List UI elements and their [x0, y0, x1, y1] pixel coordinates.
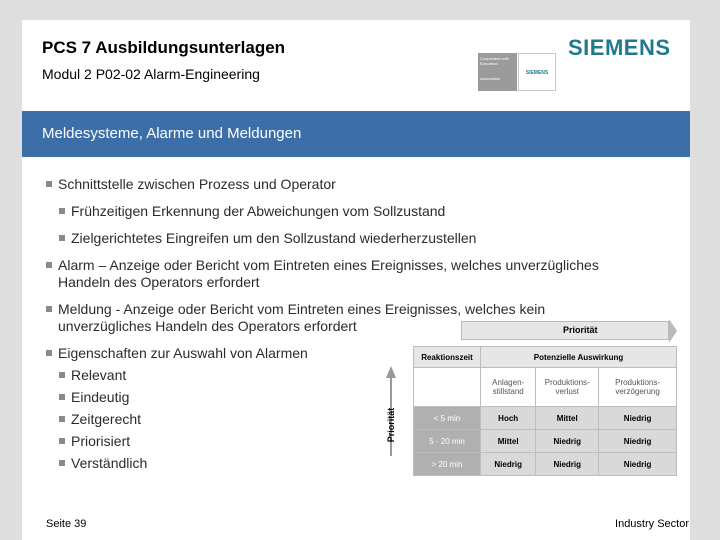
- bullet-square-icon: [59, 394, 65, 400]
- row-time: 5 - 20 min: [414, 430, 481, 453]
- bullet-square-icon: [59, 235, 65, 241]
- bullet-text: Meldung - Anzeige oder Bericht vom Eintreten eines Ereignisses, welches kein: [58, 301, 546, 317]
- badge-right: SIEMENS: [518, 53, 556, 91]
- table-row: [414, 430, 677, 453]
- property-item: [59, 389, 129, 406]
- property-item: [59, 455, 147, 472]
- priority-top-label: Priorität: [563, 325, 598, 335]
- bullet-square-icon: [59, 416, 65, 422]
- bullet-square-icon: [46, 181, 52, 187]
- subheader-loss: Produktions-verlust: [536, 368, 599, 407]
- industry-sector: Industry Sector: [615, 518, 689, 530]
- row-time: < 5 min: [414, 407, 481, 430]
- bullet-message-cont: unverzügliches Handeln des Operators erfordert: [58, 318, 357, 334]
- property-item: [59, 367, 126, 384]
- cell: Mittel: [536, 407, 599, 430]
- property-item: [59, 433, 130, 450]
- bullet-square-icon: [59, 208, 65, 214]
- subheader-standstill: Anlagen-stillstand: [481, 368, 536, 407]
- badge-left: [478, 53, 517, 91]
- cell: Niedrig: [599, 453, 677, 476]
- cell: Hoch: [481, 407, 536, 430]
- property-text: Relevant: [71, 367, 127, 383]
- header-title: PCS 7 Ausbildungsunterlagen: [42, 38, 286, 57]
- bullet-alarm: [46, 257, 599, 274]
- page-number: Seite 39: [46, 518, 87, 530]
- bullet-square-icon: [46, 262, 52, 268]
- bullet-interface: [46, 176, 336, 193]
- table-header-row: [414, 347, 677, 368]
- badge-left-text: Cooperates with Education: [480, 56, 509, 66]
- table-row: [414, 407, 677, 430]
- bullet-text: Alarm – Anzeige oder Bericht vom Eintreten eines Ereignisses, welches unverzügliches: [58, 257, 599, 273]
- bullet-square-icon: [46, 350, 52, 356]
- row-time: > 20 min: [414, 453, 481, 476]
- badge-left-sub: Automation: [480, 76, 501, 81]
- property-text: Verständlich: [71, 455, 148, 471]
- priority-side-label: Priorität: [386, 407, 396, 443]
- cell: Niedrig: [599, 407, 677, 430]
- cell: Niedrig: [599, 430, 677, 453]
- bullet-targeted-action: [59, 230, 476, 247]
- bullet-square-icon: [59, 438, 65, 444]
- table-row: [414, 453, 677, 476]
- subheader-delay: Produktions-verzögerung: [599, 368, 677, 407]
- priority-table: [413, 346, 677, 476]
- property-item: [59, 411, 141, 428]
- bullet-alarm-cont: Handeln des Operators erfordert: [58, 274, 260, 290]
- section-title: Meldesysteme, Alarme und Meldungen: [42, 125, 302, 142]
- header-reaction: Reaktionszeit: [414, 347, 481, 368]
- bullet-properties: [46, 345, 308, 362]
- property-text: Zeitgerecht: [71, 411, 142, 427]
- siemens-logo: SIEMENS: [568, 35, 671, 60]
- cell: Niedrig: [536, 430, 599, 453]
- bullet-text: Eigenschaften zur Auswahl von Alarmen: [58, 345, 308, 361]
- table-subheader-row: [414, 368, 677, 407]
- cell: Mittel: [481, 430, 536, 453]
- bullet-text: Zielgerichtetes Eingreifen um den Sollzustand wiederherzustellen: [71, 230, 477, 246]
- bullet-early-detection: [59, 203, 445, 220]
- bullet-text: Frühzeitigen Erkennung der Abweichungen vom Sollzustand: [71, 203, 446, 219]
- cell: Niedrig: [536, 453, 599, 476]
- copyright: © Siemens AG 2011. Alle Rechte vorbehalten.: [465, 503, 690, 515]
- header-subtitle: Modul 2 P02-02 Alarm-Engineering: [42, 66, 260, 82]
- priority-arrow-up-icon: [386, 366, 396, 378]
- header-effects: Potenzielle Auswirkung: [481, 347, 677, 368]
- priority-arrow-right-icon: [669, 319, 677, 343]
- cooperation-badge: [478, 53, 556, 91]
- property-text: Eindeutig: [71, 389, 130, 405]
- bullet-square-icon: [59, 372, 65, 378]
- cell: Niedrig: [481, 453, 536, 476]
- subheader-empty: [414, 368, 481, 407]
- bullet-text: Schnittstelle zwischen Prozess und Operator: [58, 176, 336, 192]
- bullet-square-icon: [59, 460, 65, 466]
- property-text: Priorisiert: [71, 433, 131, 449]
- bullet-square-icon: [46, 306, 52, 312]
- bullet-message: [46, 301, 545, 318]
